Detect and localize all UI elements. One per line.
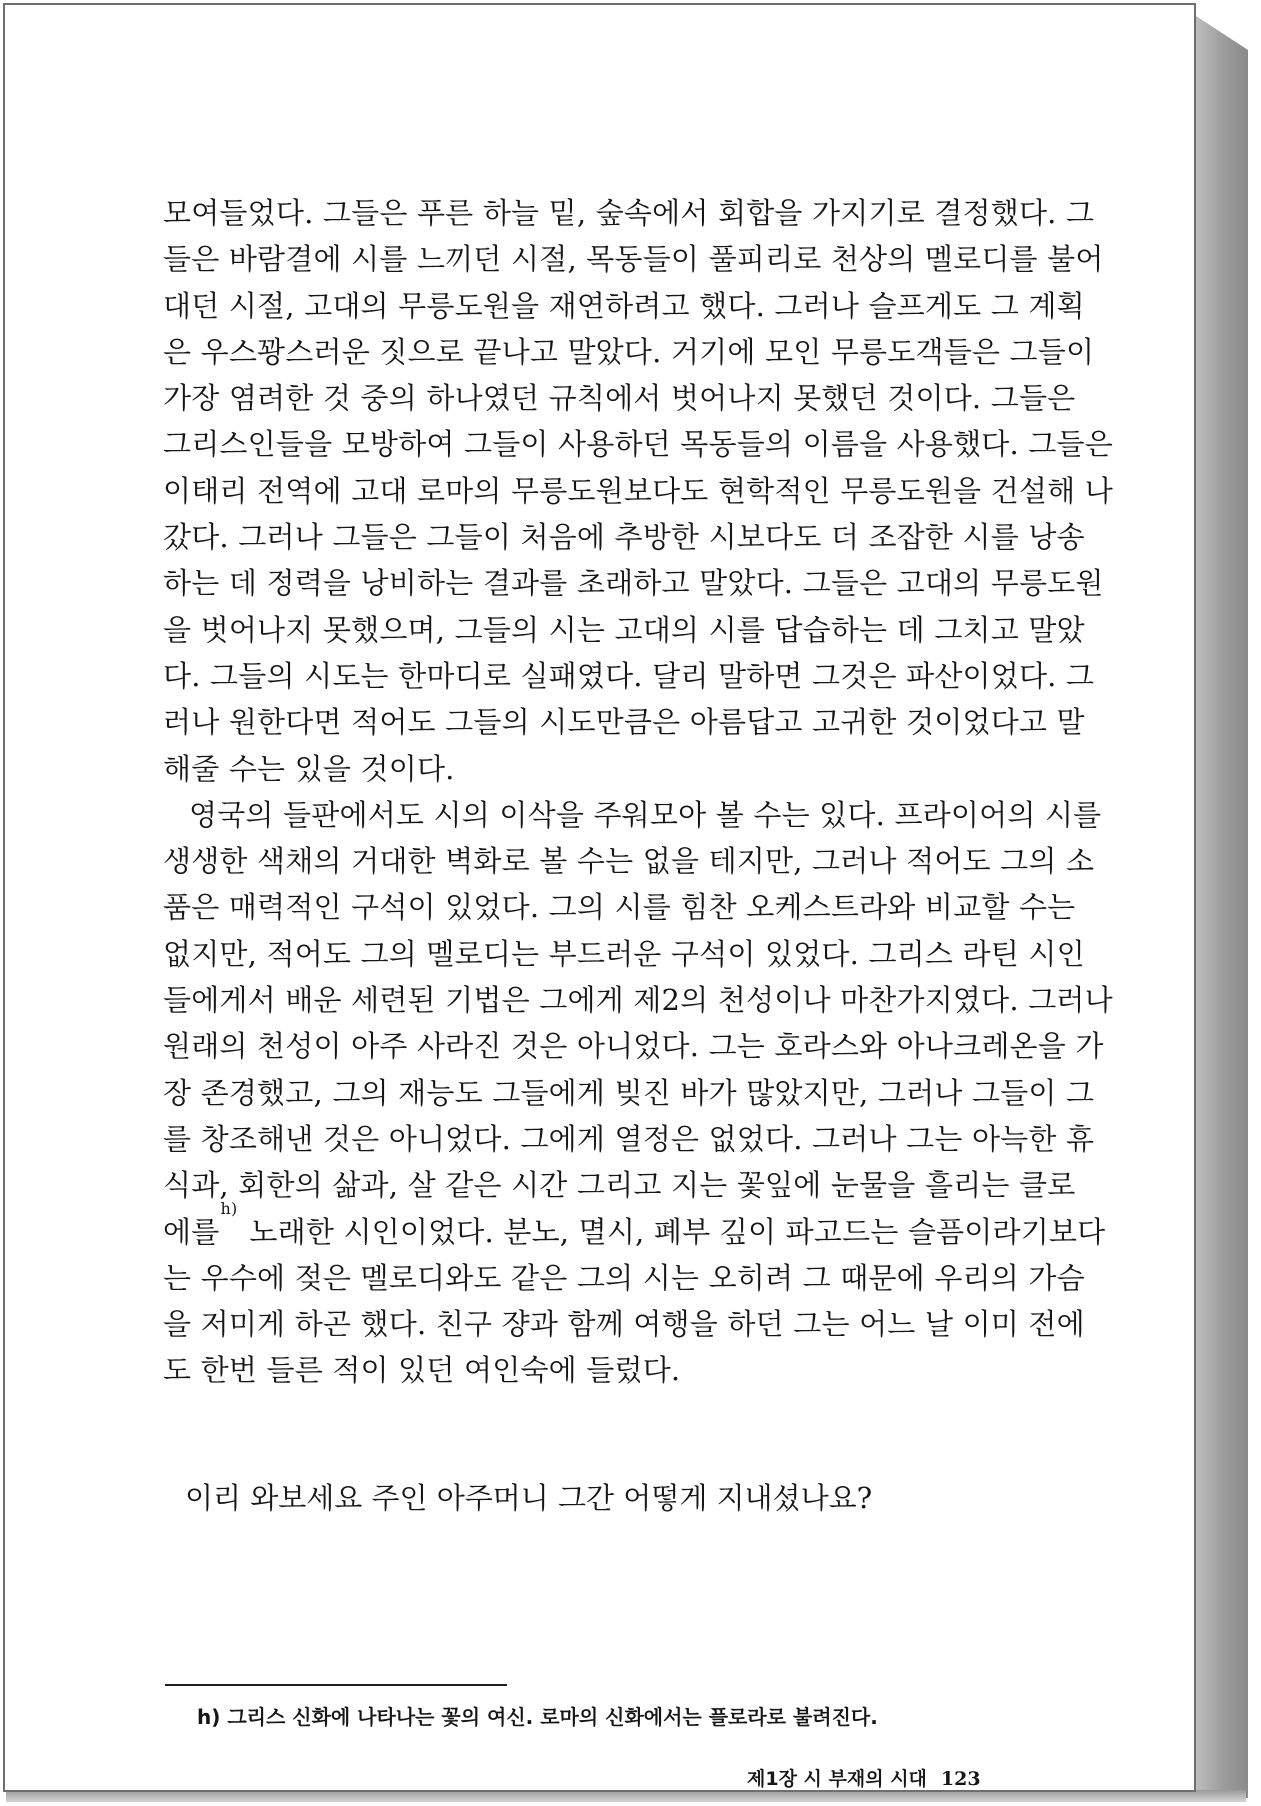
text-line: 그리스인들을 모방하여 그들이 사용하던 목동들의 이름을 사용했다. 그들은 <box>163 427 1113 462</box>
text-line: 없지만, 적어도 그의 멜로디는 부드러운 구석이 있었다. 그리스 라틴 시인 <box>163 936 1085 971</box>
text-fragment: 노래한 시인이었다. 분노, 멸시, 폐부 깊이 파고드는 슬픔이라기보다 <box>249 1214 1106 1249</box>
text-line: 이태리 전역에 고대 로마의 무릉도원보다도 현학적인 무릉도원을 건설해 나 <box>163 473 1113 508</box>
text-line: 다. 그들의 시도는 한마디로 실패였다. 달리 말하면 그것은 파산이었다. 그 <box>163 658 1095 693</box>
text-line: 는 우수에 젖은 멜로디와도 같은 그의 시는 오히려 그 때문에 우리의 가슴 <box>163 1260 1085 1295</box>
text-line: 생생한 색채의 거대한 벽화로 볼 수는 없을 테지만, 그러나 적어도 그의 소 <box>163 844 1095 879</box>
text-line: 장 존경했고, 그의 재능도 그들에게 빚진 바가 많았지만, 그러나 그들이 그 <box>163 1075 1095 1110</box>
text-line: 대던 시절, 고대의 무릉도원을 재연하려고 했다. 그러나 슬프게도 그 계획 <box>163 288 1085 323</box>
text-line: 도 한번 들른 적이 있던 여인숙에 들렀다. <box>163 1353 681 1388</box>
text-line: 원래의 천성이 아주 사라진 것은 아니었다. 그는 호라스와 아나크레온을 가 <box>163 1029 1104 1064</box>
page-edge-shadow <box>1196 8 1248 1798</box>
text-line: 해줄 수는 있을 것이다. <box>163 751 455 786</box>
text-line: 를 창조해낸 것은 아니었다. 그에게 열정은 없었다. 그러나 그는 아늑한 휴 <box>163 1121 1095 1156</box>
book-page <box>3 3 1196 1792</box>
text-line: 식과, 회한의 삶과, 살 같은 시간 그리고 지는 꽃잎에 눈물을 흘리는 클로 <box>163 1168 1076 1203</box>
text-line: 을 저미게 하곤 했다. 친구 쟝과 함께 여행을 하던 그는 어느 날 이미 전에 <box>163 1307 1085 1342</box>
paragraph-first-line: 영국의 들판에서도 시의 이삭을 주워모아 볼 수는 있다. 프라이어의 시를 <box>189 797 1102 832</box>
text-fragment: 에를 <box>163 1214 220 1249</box>
body-text <box>163 190 1113 1394</box>
text-line: 품은 매력적인 구석이 있었다. 그의 시를 힘찬 오케스트라와 비교할 수는 <box>163 890 1076 925</box>
text-line: 갔다. 그러나 그들은 그들이 처음에 추방한 시보다도 더 조잡한 시를 낭송 <box>163 520 1085 555</box>
text-line: 하는 데 정력을 낭비하는 결과를 초래하고 말았다. 그들은 고대의 무릉도원 <box>163 566 1104 601</box>
footnote-reference[interactable]: h) <box>220 1198 238 1218</box>
footnote: h) 그리스 신화에 나타나는 꽃의 여신. 로마의 신화에서는 플로라로 불려진다. <box>197 1705 878 1729</box>
chapter-title: 제1장 시 부재의 시대 <box>747 1768 927 1790</box>
footnote-divider <box>165 1684 507 1686</box>
text-line: 러나 원한다면 적어도 그들의 시도만큼은 아름답고 고귀한 것이었다고 말 <box>163 705 1085 740</box>
page-number: 123 <box>940 1768 981 1790</box>
text-line: 들에게서 배운 세련된 기법은 그에게 제2의 천성이나 마찬가지였다. 그러나 <box>163 983 1113 1018</box>
text-line: 은 우스꽝스러운 짓으로 끝나고 말았다. 거기에 모인 무릉도객들은 그들이 <box>163 334 1095 369</box>
text-line-with-footnote-ref <box>163 1198 1106 1255</box>
text-line: 을 벗어나지 못했으며, 그들의 시는 고대의 시를 답습하는 데 그치고 말았 <box>163 612 1085 647</box>
text-line: 가장 염려한 것 중의 하나였던 규칙에서 벗어나지 못했던 것이다. 그들은 <box>163 381 1076 416</box>
quoted-verse: 이리 와보세요 주인 아주머니 그간 어떻게 지내셨나요? <box>185 1481 873 1515</box>
text-line: 들은 바람결에 시를 느끼던 시절, 목동들이 풀피리로 천상의 멜로디를 불어 <box>163 242 1104 277</box>
text-line: 모여들었다. 그들은 푸른 하늘 밑, 숲속에서 회합을 가지기로 결정했다. 그 <box>163 196 1095 230</box>
running-footer <box>747 1765 981 1793</box>
